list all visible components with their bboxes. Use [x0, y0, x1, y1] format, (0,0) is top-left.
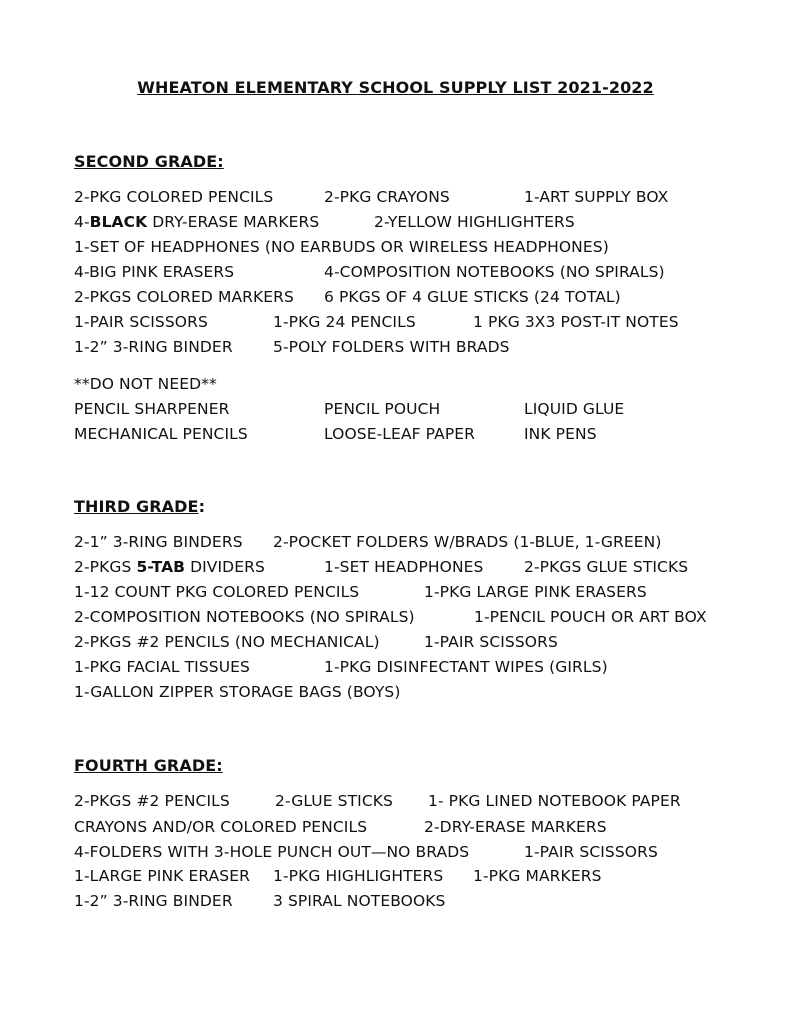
list-item: 1-LARGE PINK ERASER [74, 867, 250, 885]
list-item: 1-ART SUPPLY BOX [524, 188, 669, 206]
list-item: LIQUID GLUE [524, 400, 625, 418]
list-item-bold: 5-TAB [136, 558, 186, 576]
fourth-grade-heading-text: FOURTH GRADE: [74, 756, 223, 775]
list-item: 3 SPIRAL NOTEBOOKS [273, 892, 446, 910]
list-item: 1-PAIR SCISSORS [524, 843, 658, 861]
list-item: 2-1” 3-RING BINDERS [74, 533, 243, 551]
list-item: 6 PKGS OF 4 GLUE STICKS (24 TOTAL) [324, 288, 621, 306]
list-item-part: DRY-ERASE MARKERS [147, 213, 320, 231]
list-item: 1-SET HEADPHONES [324, 558, 484, 576]
list-item: 1- PKG LINED NOTEBOOK PAPER [428, 792, 681, 810]
list-item: 2-DRY-ERASE MARKERS [424, 818, 607, 836]
list-item: CRAYONS AND/OR COLORED PENCILS [74, 818, 368, 836]
list-item: LOOSE-LEAF PAPER [324, 425, 476, 443]
list-item: 1-PENCIL POUCH OR ART BOX [474, 608, 707, 626]
list-item: 1-12 COUNT PKG COLORED PENCILS [74, 583, 360, 601]
list-item: 2-PKGS GLUE STICKS [524, 558, 689, 576]
list-item: 2-POCKET FOLDERS W/BRADS (1-BLUE, 1-GREEN) [273, 533, 662, 551]
list-item: 1-PKG FACIAL TISSUES [74, 658, 250, 676]
list-item: 1-GALLON ZIPPER STORAGE BAGS (BOYS) [74, 683, 401, 701]
list-item: 1-2” 3-RING BINDER [74, 892, 233, 910]
list-item: 1-PKG DISINFECTANT WIPES (GIRLS) [324, 658, 608, 676]
second-grade-heading [74, 152, 224, 171]
list-item [74, 211, 319, 233]
list-item-part: 4- [74, 213, 90, 231]
list-item: 1-2” 3-RING BINDER [74, 338, 233, 356]
list-item: 1-PKG 24 PENCILS [273, 313, 416, 331]
list-item: 1-PAIR SCISSORS [424, 633, 558, 651]
list-item: 2-PKG CRAYONS [324, 188, 450, 206]
list-item [74, 556, 265, 578]
list-item: 2-YELLOW HIGHLIGHTERS [374, 213, 575, 231]
list-item-bold: BLACK [89, 213, 148, 231]
fourth-grade-heading [74, 756, 223, 775]
list-item: 1-SET OF HEADPHONES (NO EARBUDS OR WIRELESS HEADPHONES) [74, 238, 609, 256]
list-item-part: 2-PKGS [74, 558, 137, 576]
third-grade-heading-colon: : [198, 497, 206, 516]
list-item-part: DIVIDERS [185, 558, 265, 576]
list-item: INK PENS [524, 425, 597, 443]
list-item: 2-GLUE STICKS [275, 792, 393, 810]
second-grade-heading-text: SECOND GRADE: [74, 152, 224, 171]
list-item: 1-PAIR SCISSORS [74, 313, 208, 331]
list-item: 4-FOLDERS WITH 3-HOLE PUNCH OUT—NO BRADS [74, 843, 470, 861]
list-item: PENCIL POUCH [324, 400, 441, 418]
list-item: 1 PKG 3X3 POST-IT NOTES [473, 313, 679, 331]
list-item: 1-PKG MARKERS [473, 867, 602, 885]
third-grade-heading-text: THIRD GRADE [74, 497, 199, 516]
list-item: 5-POLY FOLDERS WITH BRADS [273, 338, 510, 356]
list-item: 2-PKGS COLORED MARKERS [74, 288, 294, 306]
list-item: 2-COMPOSITION NOTEBOOKS (NO SPIRALS) [74, 608, 415, 626]
third-grade-heading [74, 497, 205, 516]
list-item: MECHANICAL PENCILS [74, 425, 248, 443]
list-item: 4-BIG PINK ERASERS [74, 263, 235, 281]
list-item: 1-PKG HIGHLIGHTERS [273, 867, 444, 885]
list-item: 1-PKG LARGE PINK ERASERS [424, 583, 647, 601]
list-item: PENCIL SHARPENER [74, 400, 230, 418]
do-not-need-text: **DO NOT NEED** [74, 375, 217, 393]
list-item: 2-PKGS #2 PENCILS [74, 792, 230, 810]
list-item: 4-COMPOSITION NOTEBOOKS (NO SPIRALS) [324, 263, 665, 281]
list-item: 2-PKGS #2 PENCILS (NO MECHANICAL) [74, 633, 380, 651]
document-title: WHEATON ELEMENTARY SCHOOL SUPPLY LIST 2021-2022 [137, 78, 654, 97]
list-item: 2-PKG COLORED PENCILS [74, 188, 274, 206]
